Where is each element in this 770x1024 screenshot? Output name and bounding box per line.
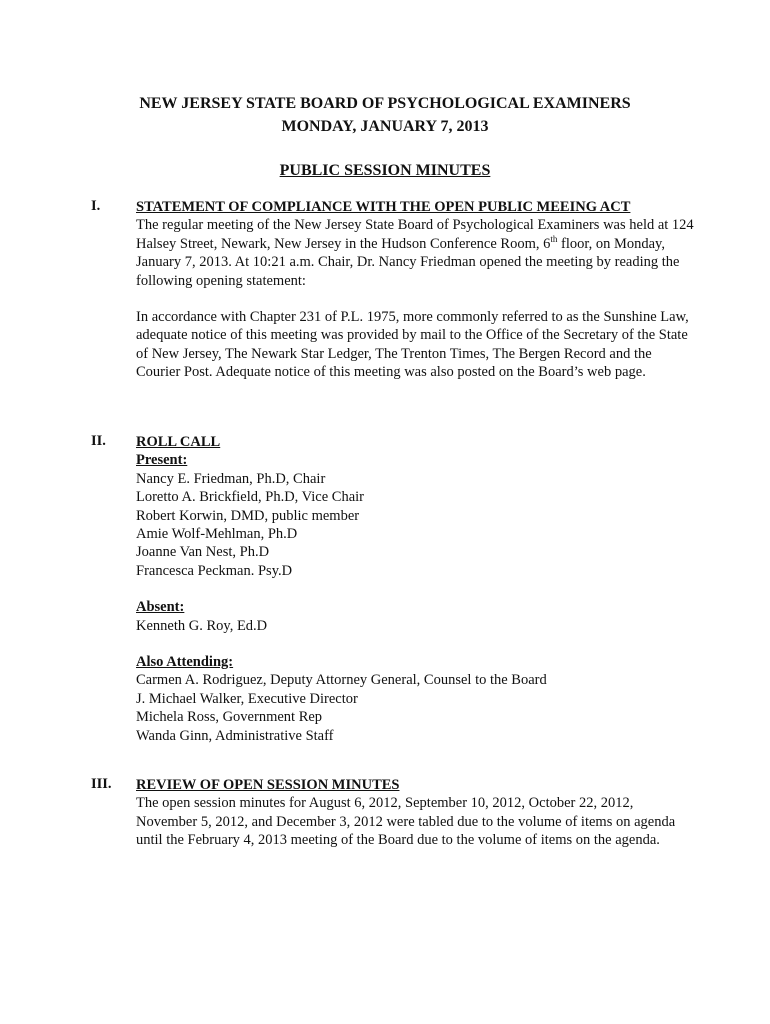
present-member: Loretto A. Brickfield, Ph.D, Vice Chair <box>136 489 364 506</box>
session-title-heading: PUBLIC SESSION MINUTES <box>279 162 491 179</box>
section-1-paragraph-2: In accordance with Chapter 231 of P.L. 1975, more commonly referred to as the Sunshine Law, adequate notice of this meeting was provided by mail to the Office of the Secretary of the State of New Jersey, The Newark Star Ledger, The Trenton Times, The Bergen Record and the Courier Post. Adequate notice of this meeting was also posted on the Board’s web page. <box>136 309 689 381</box>
section-3 <box>136 776 696 850</box>
present-member: Amie Wolf-Mehlman, Ph.D <box>136 526 298 543</box>
attending-member: Michela Ross, Government Rep <box>136 709 323 726</box>
section-3-number: III. <box>91 776 112 792</box>
section-2-number: II. <box>91 433 106 449</box>
board-name-heading: NEW JERSEY STATE BOARD OF PSYCHOLOGICAL EXAMINERS <box>139 95 631 112</box>
present-member: Francesca Peckman. Psy.D <box>136 562 293 579</box>
attending-member: J. Michael Walker, Executive Director <box>136 690 358 707</box>
also-attending-label: Also Attending: <box>136 654 234 671</box>
attending-member: Wanda Ginn, Administrative Staff <box>136 727 334 744</box>
meeting-date-heading: MONDAY, JANUARY 7, 2013 <box>281 118 489 135</box>
present-label: Present: <box>136 452 188 469</box>
absent-label: Absent: <box>136 599 185 616</box>
section-1-title: STATEMENT OF COMPLIANCE WITH THE OPEN PUBLIC MEEING ACT <box>136 199 631 215</box>
section-2-title: ROLL CALL <box>136 434 221 450</box>
section-1-paragraph-1: The regular meeting of the New Jersey State Board of Psychological Examiners was held at 124 Halsey Street, Newark, New Jersey in the Hudson Conference Room, 6th floor, on Monday, January 7, 2013. At 10:21 a.m. Chair, Dr. Nancy Friedman opened the meeting by reading the following opening statement: <box>136 217 694 289</box>
section-1-number: I. <box>91 198 101 214</box>
section-1 <box>136 198 696 382</box>
present-member: Joanne Van Nest, Ph.D <box>136 544 270 561</box>
attending-member: Carmen A. Rodriguez, Deputy Attorney General, Counsel to the Board <box>136 672 547 689</box>
present-member: Nancy E. Friedman, Ph.D, Chair <box>136 470 326 487</box>
section-2 <box>136 433 696 745</box>
absent-member: Kenneth G. Roy, Ed.D <box>136 617 268 634</box>
section-3-title: REVIEW OF OPEN SESSION MINUTES <box>136 777 400 793</box>
present-member: Robert Korwin, DMD, public member <box>136 507 360 524</box>
section-3-paragraph-1: The open session minutes for August 6, 2012, September 10, 2012, October 22, 2012, November 5, 2012, and December 3, 2012 were tabled due to the volume of items on agenda until the February 4, 2013 meeting of the Board due to the volume of items on the agenda. <box>136 795 676 849</box>
